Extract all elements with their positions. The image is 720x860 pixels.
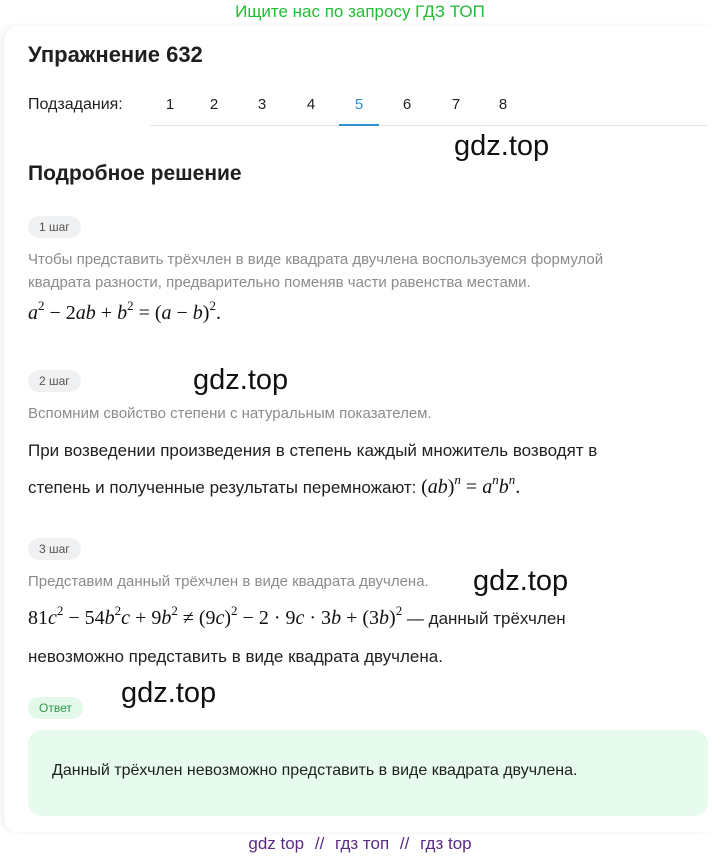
- subtask-tab-7[interactable]: 7: [451, 96, 461, 113]
- solution-card: [4, 26, 720, 832]
- step-2-text-line-2-words: степень и полученные результаты перемножают:: [28, 478, 417, 497]
- page-title: Упражнение 632: [28, 42, 203, 67]
- footer-separator: //: [399, 834, 410, 853]
- answer-text: Данный трёхчлен невозможно представить в виде квадрата двучлена.: [52, 762, 578, 779]
- step-3-text-line-2: невозможно представить в виде квадрата двучлена.: [28, 647, 443, 666]
- step-3-text-tail: — данный трёхчлен: [406, 609, 566, 628]
- step-1-formula: $a^2 - 2ab + b^2 = (a - b)^2$.: [28, 298, 221, 324]
- step-2-hint: Вспомним свойство степени с натуральным показателем.: [28, 405, 432, 422]
- answer-badge: Ответ: [28, 697, 83, 719]
- subtask-tab-4[interactable]: 4: [306, 96, 316, 113]
- footer-link-1[interactable]: gdz top: [248, 834, 305, 853]
- footer-links: [0, 834, 720, 854]
- search-banner: Ищите нас по запросу ГДЗ ТОП: [235, 2, 485, 21]
- step-1-hint-line-1: Чтобы представить трёхчлен в виде квадрата двучлена воспользуемся формулой: [28, 251, 604, 268]
- step-2-text-line-2: [28, 469, 520, 506]
- section-title: Подробное решение: [28, 162, 242, 185]
- subtasks-label: Подзадания:: [28, 96, 123, 113]
- watermark: gdz.top: [454, 130, 550, 162]
- watermark: gdz.top: [473, 565, 569, 597]
- step-1-badge: 1 шаг: [28, 216, 81, 238]
- step-3-text-line-1: [28, 600, 566, 637]
- footer-link-3[interactable]: гдз top: [420, 834, 472, 853]
- step-3-hint: Представим данный трёхчлен в виде квадрата двучлена.: [28, 573, 429, 590]
- subtask-tab-3[interactable]: 3: [257, 96, 267, 113]
- subtask-tab-6[interactable]: 6: [402, 96, 412, 113]
- step-3-formula: $81c^2 - 54b^2c + 9b^2 \ne (9c)^2 - 2 \cdot 9c \cdot 3b + (3b)^2$: [28, 603, 403, 629]
- watermark: gdz.top: [121, 677, 217, 709]
- step-2-text-line-1: При возведении произведения в степень каждый множитель возводят в: [28, 441, 598, 460]
- step-1-hint-line-2: квадрата разности, предварительно поменяв части равенства местами.: [28, 274, 531, 291]
- watermark: gdz.top: [193, 364, 289, 396]
- subtask-tab-8[interactable]: 8: [498, 96, 508, 113]
- step-3-badge: 3 шаг: [28, 538, 81, 560]
- subtask-tab-2[interactable]: 2: [209, 96, 219, 113]
- step-2-formula: $(ab)^n = a^nb^n$.: [421, 472, 521, 498]
- subtasks-tabs: [150, 88, 708, 126]
- answer-box: [28, 730, 708, 816]
- footer-separator: //: [314, 834, 325, 853]
- subtask-tab-5[interactable]: 5: [339, 88, 379, 126]
- step-2-badge: 2 шаг: [28, 370, 81, 392]
- subtask-tab-1[interactable]: 1: [165, 96, 175, 113]
- footer-link-2[interactable]: гдз топ: [335, 834, 390, 853]
